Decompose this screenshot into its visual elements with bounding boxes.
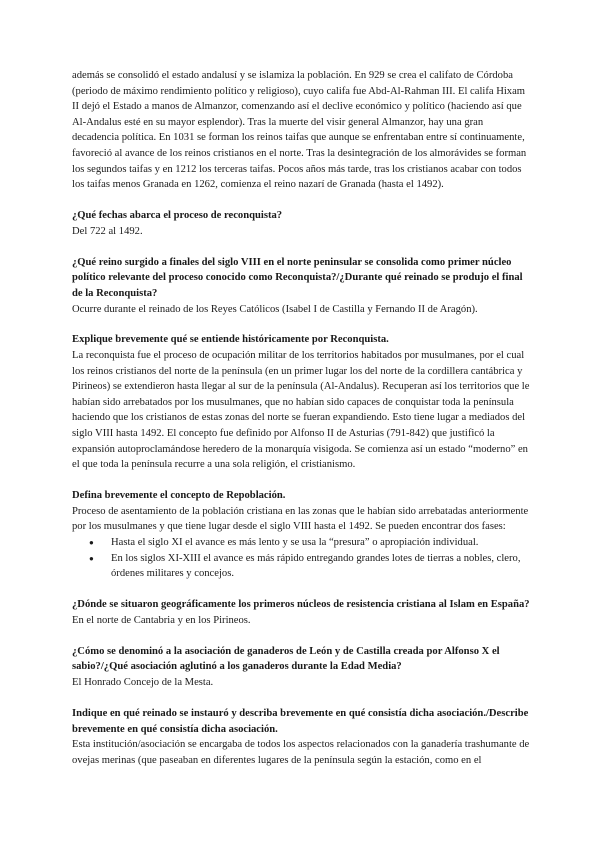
question-heading: ¿Qué reino surgido a finales del siglo VIII en el norte peninsular se consolida como primer núcleo político relevante del proceso conocido como Reconquista?/¿Durante qué reinado se produjo el final de la Reconquista?	[72, 256, 523, 299]
section-kingdom	[72, 255, 530, 317]
answer-text: En el norte de Cantabria y en los Pirineos.	[72, 614, 251, 626]
question-heading: ¿Dónde se situaron geográficamente los primeros núcleos de resistencia cristiana al Islam en España?	[72, 599, 530, 611]
answer-text: Del 722 al 1492.	[72, 225, 143, 237]
question-heading: Indique en qué reinado se instauró y describa brevemente en qué consistía dicha asociación./Describe brevemente en qué consistía dicha asociación.	[72, 707, 529, 735]
list-item: ● En los siglos XI-XIII el avance es más rápido entregando grandes lotes de tierras a nobles, clero, órdenes militares y concejos.	[72, 551, 530, 582]
answer-text: Ocurre durante el reinado de los Reyes Católicos (Isabel I de Castilla y Fernando II de Aragón).	[72, 303, 478, 315]
section-reconquista	[72, 332, 530, 472]
phases-list	[72, 535, 530, 582]
intro-paragraph: además se consolidó el estado andalusí y se islamiza la población. En 929 se crea el califato de Córdoba (periodo de máximo rendimiento político y religioso), cuyo califa fue Abd-Al-Rahman III. El califa Hixam II dejó el Estado a manos de Almanzor, comenzando así el declive económico y político (haciendo así que Al-Andalus esté en su mayor esplendor). Tras la muerte del visir general Almanzor, hay una gran decadencia política. En 1031 se forman los reinos taifas que aunque se enfrentaban entre sí continuamente, favoreció al avance de los reinos cristianos en el norte. Tras la desintegración de los almorávides se forman los segundos taifas y en 1212 los terceras taifas. Pocos años más tarde, tras los cristianos acabar con todos los taifas menos Granada en 1262, comienza el reino nazarí de Granada (hasta el 1492).	[72, 70, 527, 191]
answer-text: La reconquista fue el proceso de ocupación militar de los territorios habitados por musulmanes, por el cual los reinos cristianos del norte de la península (en un primer lugar los del norte de la cordillera cantábrica y Pirineos) se extendieron hasta llegar al sur de la península (Al-Andalus). Recuperan así los territorios que le habían sido arrebatados por los musulmanes, que no habían sido capaces de conquistar toda la península haciendo que los cristianos de estas zonas del norte se fueran expandiendo. Esto tiene lugar a mediados del siglo VIII hasta 1492. El concepto fue definido por Alfonso II de Asturias (791-842) que justificó la expansión autoproclamándose heredero de la monarquía visigoda. Se comienza así un estado “moderno” en el que toda la península recurre a una sola religión, el cristianismo.	[72, 350, 530, 471]
document-page	[72, 68, 530, 768]
section-mesta	[72, 644, 530, 691]
question-heading: Explique brevemente qué se entiende históricamente por Reconquista.	[72, 334, 389, 346]
question-heading: ¿Cómo se denominó a la asociación de ganaderos de León y de Castilla creada por Alfonso X el sabio?/¿Qué asociación aglutinó a los ganaderos durante la Edad Media?	[72, 645, 500, 673]
section-dates	[72, 208, 530, 239]
question-heading: Defina brevemente el concepto de Repoblación.	[72, 490, 286, 502]
answer-text: El Honrado Concejo de la Mesta.	[72, 676, 214, 688]
list-item: ● Hasta el siglo XI el avance es más lento y se usa la “presura” o apropiación individual.	[72, 535, 530, 551]
answer-text: Esta institución/asociación se encargaba de todos los aspectos relacionados con la ganadería trashumante de ovejas merinas (que paseaban en diferentes lugares de la península según la estación, como en el	[72, 739, 530, 766]
section-mesta-description	[72, 706, 530, 768]
answer-text: Proceso de asentamiento de la población cristiana en las zonas que le habían sido arrebatadas anteriormente por los musulmanes y que tiene lugar desde el siglo VIII hasta el 1492. Se pueden encontrar dos fases:	[72, 505, 529, 533]
question-heading: ¿Qué fechas abarca el proceso de reconquista?	[72, 210, 283, 222]
section-resistance	[72, 597, 530, 628]
section-repoblacion	[72, 488, 530, 582]
